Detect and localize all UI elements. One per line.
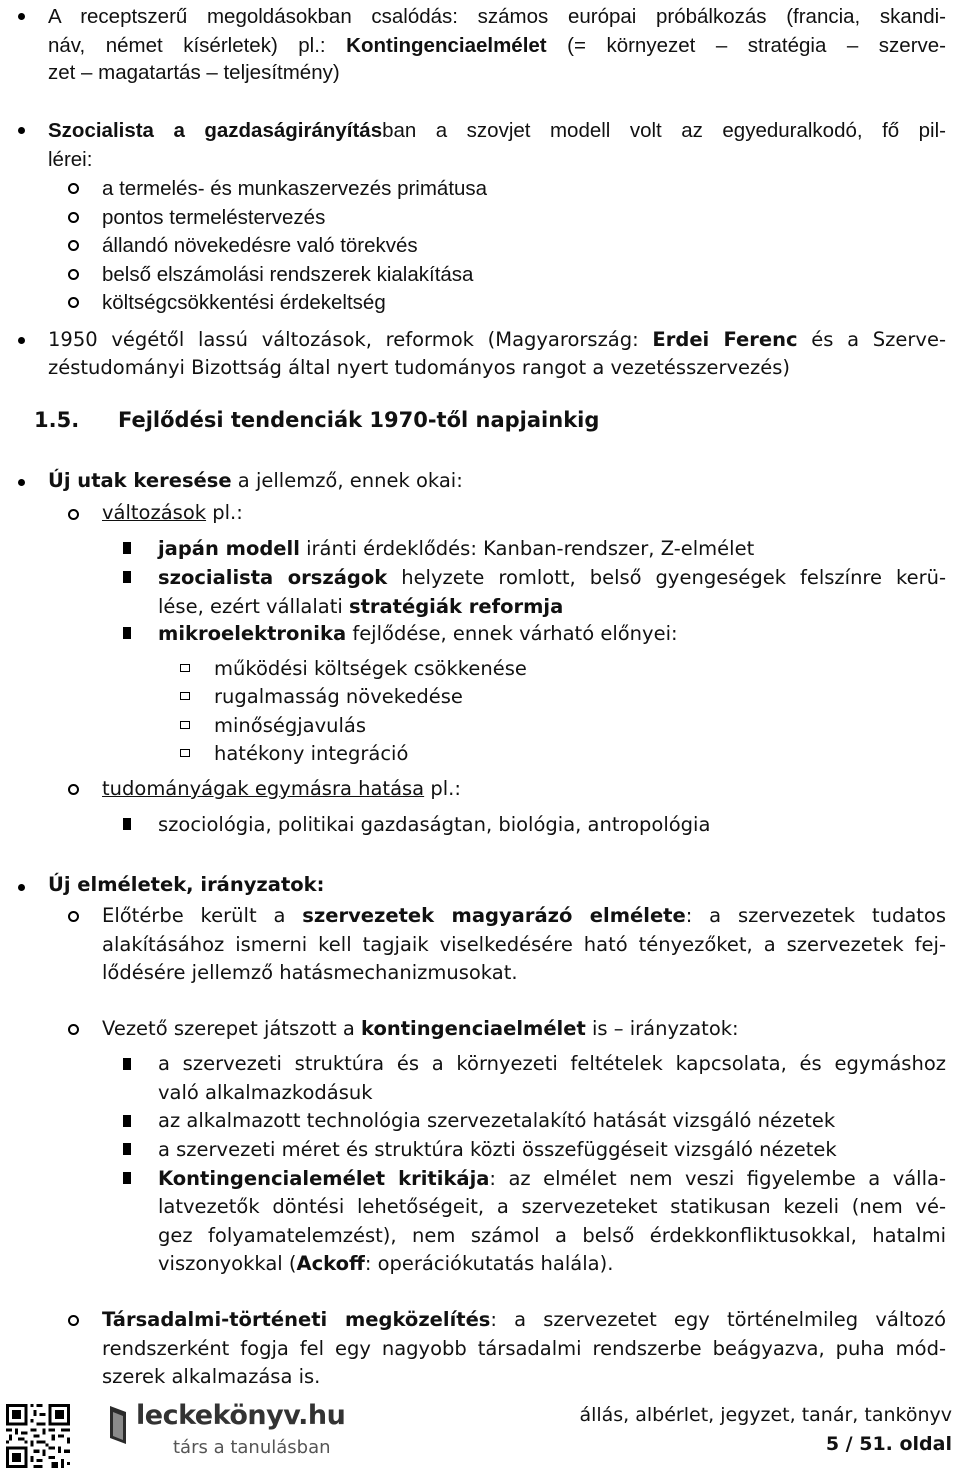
term-japan-modell: japán modell: [158, 537, 300, 560]
term-kontingenciaelmelet: kontingenciaelmélet: [361, 1017, 586, 1040]
list-item: [158, 619, 678, 648]
hollow-square-bullet: [180, 721, 190, 729]
paragraph-line: [102, 901, 946, 930]
paragraph-line: A receptszerű megoldásokban csalódás: számos európai próbálkozás (francia, skandi-: [48, 5, 946, 28]
list-item-continuation: való alkalmazkodásuk: [158, 1081, 373, 1104]
text: helyzete romlott, belső gyengeségek felszínre kerü-: [387, 566, 947, 589]
list-item: [158, 1164, 946, 1193]
list-item-continuation: gez folyamatelemzést), nem számol a belső érdekkonfliktusokkal, hatalmi: [158, 1224, 946, 1247]
list-item: pontos termeléstervezés: [102, 206, 326, 229]
square-bullet: [123, 542, 131, 554]
term-uj-utak: Új utak keresése: [48, 469, 232, 492]
paragraph-line: [48, 466, 463, 495]
text: Vezető szerepet játszott a: [102, 1017, 362, 1040]
paragraph-line: [48, 116, 946, 145]
paragraph-line: rendszerként fogja fel egy nagyobb társadalmi rendszerbe beágyazva, puha mód-: [102, 1337, 946, 1360]
text: pl.:: [424, 777, 461, 800]
text: ban a szovjet modell volt az egyeduralkodó, fő pil-: [382, 119, 946, 142]
circle-bullet: [68, 1024, 79, 1035]
list-item: [158, 534, 754, 563]
hollow-square-bullet: [180, 664, 190, 672]
text: náv, német kísérletek) pl.:: [48, 34, 347, 57]
paragraph-line: zet – magatartás – teljesítmény): [48, 61, 340, 84]
qr-code-icon: [6, 1404, 70, 1468]
text: is – irányzatok:: [585, 1017, 739, 1040]
square-bullet: [123, 1058, 131, 1070]
circle-bullet: [68, 1315, 79, 1326]
list-item: a termelés- és munkaszervezés primátusa: [102, 177, 488, 200]
link-valtozasok: változások: [102, 501, 207, 524]
hollow-square-bullet: [180, 749, 190, 757]
bullet-dot: [18, 479, 25, 486]
list-item: költségcsökkentési érdekeltség: [102, 291, 386, 314]
text: lése, ezért vállalati: [158, 595, 349, 618]
list-item: hatékony integráció: [214, 742, 409, 765]
section-title: Fejlődési tendenciák 1970-től napjainkig: [118, 408, 600, 432]
list-item: belső elszámolási rendszerek kialakítása: [102, 263, 474, 286]
term-kontingenciaelmelet: Kontingenciaelmélet: [346, 34, 547, 57]
text: : az elmélet nem veszi figyelembe a válla-: [489, 1167, 947, 1190]
square-bullet: [123, 1172, 131, 1184]
text: és a Szerve-: [797, 328, 947, 351]
text: fejlődése, ennek várható előnyei:: [346, 622, 678, 645]
bullet-dot: [18, 337, 25, 344]
circle-bullet: [68, 509, 79, 520]
list-item-continuation: [158, 592, 563, 621]
text: Előtérbe került a: [102, 904, 303, 927]
term-tarsadalmi-torteneti: Társadalmi-történeti megközelítés: [102, 1308, 491, 1331]
square-bullet: [123, 571, 131, 583]
text: iránti érdeklődés: Kanban-rendszer, Z-elmélet: [299, 537, 755, 560]
square-bullet: [123, 1143, 131, 1155]
list-item: [102, 774, 461, 803]
bullet-dot: [18, 13, 25, 20]
circle-bullet: [68, 183, 79, 194]
paragraph-line: lődésére jellemző hatásmechanizmusokat.: [102, 961, 518, 984]
footer-tagline: állás, albérlet, jegyzet, tanár, tankönyv: [579, 1404, 952, 1426]
paragraph-line: szerek alkalmazása is.: [102, 1365, 321, 1388]
circle-bullet: [68, 240, 79, 251]
list-item: a szervezeti struktúra és a környezeti feltételek kapcsolata, és egymáshoz: [158, 1052, 946, 1075]
term-szervezetek-magyarazo-elmelete: szervezetek magyarázó elmélete: [302, 904, 686, 927]
term-kontingencialemelet-kritikaja: Kontingencialemélet kritikája: [158, 1167, 490, 1190]
list-item: szociológia, politikai gazdaságtan, biológia, antropológia: [158, 813, 711, 836]
paragraph-line: [102, 1014, 739, 1043]
paragraph-line: lérei:: [48, 148, 93, 171]
text: (= környezet – stratégia – szerve-: [546, 34, 946, 57]
circle-bullet: [68, 297, 79, 308]
list-item: a szervezeti méret és struktúra közti összefüggéseit vizsgáló nézetek: [158, 1138, 837, 1161]
list-item: állandó növekedésre való törekvés: [102, 234, 418, 257]
term-szocialista: Szocialista a gazdaságirányítás: [48, 119, 383, 142]
term-mikroelektronika: mikroelektronika: [158, 622, 347, 645]
circle-bullet: [68, 269, 79, 280]
person-erdei-ferenc: Erdei Ferenc: [652, 328, 798, 351]
hollow-square-bullet: [180, 692, 190, 700]
section-number: 1.5.: [34, 408, 80, 432]
text: pl.:: [206, 501, 243, 524]
text: : a szervezetet egy történelmileg változó: [490, 1308, 946, 1331]
paragraph-line: [102, 1305, 946, 1334]
list-item: [102, 498, 243, 527]
person-ackoff: Ackoff: [296, 1252, 365, 1275]
bullet-dot: [18, 127, 25, 134]
circle-bullet: [68, 911, 79, 922]
text: viszonyokkal (: [158, 1252, 297, 1275]
list-item: minőségjavulás: [214, 714, 367, 737]
list-item-continuation: latvezetők döntési lehetőségeit, a szervezeteket statikusan kezeli (nem vé-: [158, 1195, 946, 1218]
list-item: [158, 563, 946, 592]
logo-text: leckekönyv.hu: [136, 1400, 346, 1431]
circle-bullet: [68, 784, 79, 795]
paragraph-line: [48, 325, 946, 354]
list-item: rugalmasság növekedése: [214, 685, 463, 708]
text: a jellemző, ennek okai:: [231, 469, 463, 492]
circle-bullet: [68, 212, 79, 223]
list-item: működési költségek csökkenése: [214, 657, 527, 680]
logo-tagline: társ a tanulásban: [173, 1437, 331, 1458]
text: 1950 végétől lassú változások, reformok (Magyarország:: [48, 328, 653, 351]
text: : a szervezetek tudatos: [685, 904, 947, 927]
paragraph-line: [48, 31, 946, 60]
square-bullet: [123, 627, 131, 639]
list-item-continuation: [158, 1249, 613, 1278]
page-number: 5 / 51. oldal: [825, 1433, 952, 1455]
text: : operációkutatás halála).: [364, 1252, 614, 1275]
square-bullet: [123, 1115, 131, 1127]
term-strategiak-reformja: stratégiák reformja: [348, 595, 564, 618]
term-szocialista-orszagok: szocialista országok: [158, 566, 388, 589]
bullet-dot: [18, 884, 25, 891]
leckekonyv-logo-icon: [104, 1404, 130, 1448]
list-item: az alkalmazott technológia szervezetalakító hatását vizsgáló nézetek: [158, 1109, 836, 1132]
link-tudomanyagak: tudományágak egymásra hatása: [102, 777, 425, 800]
paragraph-line: alakításához ismerni kell tagjaik viselkedésére ható tényezőket, a szervezetek fej-: [102, 933, 946, 956]
paragraph-line: zéstudományi Bizottság által nyert tudományos rangot a vezetésszervezés): [48, 356, 791, 379]
square-bullet: [123, 818, 131, 830]
subheading: Új elméletek, irányzatok:: [48, 873, 325, 896]
